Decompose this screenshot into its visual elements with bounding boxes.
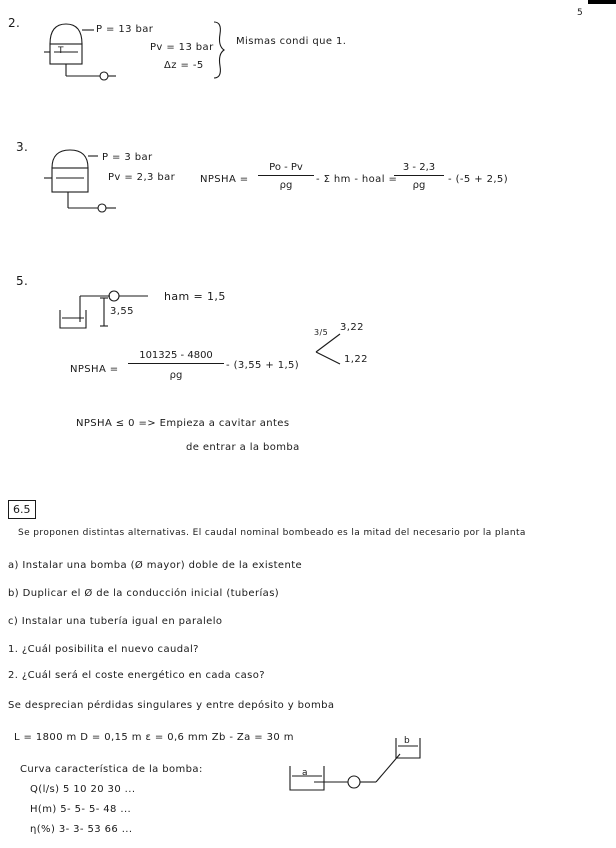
problem-5-condition-line-2: de entrar a la bomba <box>186 442 300 453</box>
problem-5-sketch <box>56 284 152 334</box>
section-6-5-tank-a-label: a <box>302 768 308 778</box>
problem-5-branch-top-value: 3,22 <box>340 322 364 333</box>
section-6-5-intro: Se proponen distintas alternativas. El caudal nominal bombeado es la mitad del necesario por la planta <box>18 528 526 538</box>
problem-3-fraction-2-numerator: 3 - 2,3 <box>394 162 444 176</box>
section-6-5-losses-note: Se desprecian pérdidas singulares y entre depósito y bomba <box>8 700 335 711</box>
section-6-5-row-head: H(m) 5- 5- 5- 48 ... <box>30 804 132 815</box>
section-6-5-parameters: L = 1800 m D = 0,15 m ε = 0,6 mm Zb - Za = 30 m <box>14 732 294 743</box>
section-6-5-option-a: a) Instalar una bomba (Ø mayor) doble de la existente <box>8 560 303 571</box>
section-6-5-row-efficiency: η(%) 3- 3- 53 66 ... <box>30 824 133 835</box>
section-6-5-row-flow: Q(l/s) 5 10 20 30 ... <box>30 784 136 795</box>
problem-3-fraction-1 <box>258 162 314 191</box>
problem-2-note: Mismas condi que 1. <box>236 36 347 47</box>
problem-3-vapour-pressure: Pv = 2,3 bar <box>108 172 176 183</box>
problem-5-npsha-label: NPSHA = <box>70 364 119 375</box>
problem-3-fraction-2 <box>394 162 444 191</box>
problem-3-tail-term: - (-5 + 2,5) <box>448 174 509 185</box>
problem-2-pressure: P = 13 bar <box>96 24 154 35</box>
problem-2-brace <box>212 20 228 80</box>
section-6-5-box: 6.5 <box>8 500 36 519</box>
problem-3-npsha-label: NPSHA = <box>200 174 249 185</box>
problem-3-fraction-1-denominator: ρg <box>279 180 293 191</box>
section-6-5-curve-title: Curva característica de la bomba: <box>20 764 203 775</box>
problem-5-branch-marks: 3/5 <box>314 328 329 337</box>
section-6-5-question-2: 2. ¿Cuál será el coste energético en cada caso? <box>8 670 265 681</box>
section-6-5-option-b: b) Duplicar el Ø de la conducción inicial (tuberías) <box>8 588 280 599</box>
problem-5-tail-term: - (3,55 + 1,5) <box>226 360 300 371</box>
problem-5-fraction-numerator: 101325 - 4800 <box>128 350 224 364</box>
section-6-5-option-c: c) Instalar una tubería igual en paralelo <box>8 616 223 627</box>
problem-2-number: 2. <box>8 16 21 30</box>
section-6-5-system-sketch <box>284 732 434 796</box>
page-corner-number: 5 <box>577 8 584 18</box>
section-6-5-tank-b-label: b <box>404 736 411 746</box>
problem-5-fraction <box>128 350 224 381</box>
problem-2-vapour-pressure: Pv = 13 bar <box>150 42 214 53</box>
problem-5-branch-bottom-value: 1,22 <box>344 354 368 365</box>
problem-3-fraction-1-numerator: Po - Pv <box>258 162 314 176</box>
page-corner-mark-bar <box>588 0 616 4</box>
problem-2-tank-label: T <box>58 46 64 56</box>
problem-5-fraction-denominator: ρg <box>169 370 183 381</box>
problem-5-height: 3,55 <box>110 306 134 317</box>
problem-5-ham: ham = 1,5 <box>164 290 226 303</box>
problem-3-number: 3. <box>16 140 29 154</box>
section-6-5-question-1: 1. ¿Cuál posibilita el nuevo caudal? <box>8 644 199 655</box>
problem-5-condition-line-1: NPSHA ≤ 0 => Empieza a cavitar antes <box>76 418 290 429</box>
problem-3-losses-term: - Σ hm - hoal = <box>316 174 398 185</box>
problem-5-number: 5. <box>16 274 29 288</box>
problem-2-height-difference: Δz = -5 <box>164 60 204 71</box>
problem-3-fraction-2-denominator: ρg <box>412 180 426 191</box>
problem-3-pressure: P = 3 bar <box>102 152 153 163</box>
